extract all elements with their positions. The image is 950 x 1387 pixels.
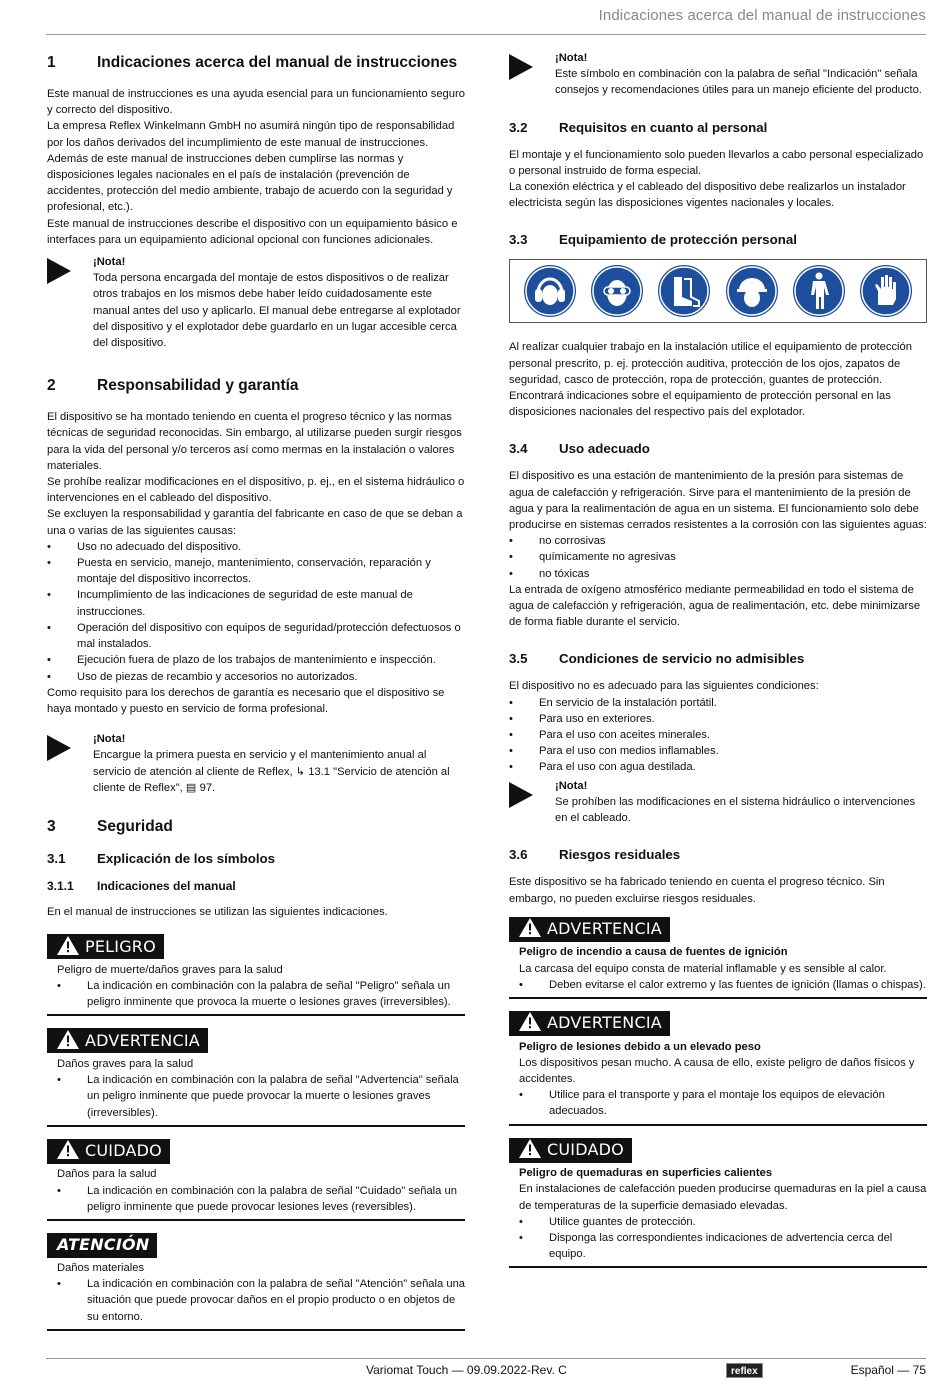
section-3-1-1-heading: 3.1.1 Indicaciones del manual: [47, 878, 236, 893]
right-column: [509, 50, 927, 1268]
list-item: • La indicación en combinación con la palabra de señal "Atención" señala una situación que puede provocar daños en el propio producto o en objetos de su entorno.: [57, 1276, 465, 1325]
section-2-heading: 2 Responsabilidad y garantía: [47, 377, 299, 395]
s34-intro: El dispositivo es una estación de mantenimiento de la presión para sistemas de agua de calefacción y refrigeración. Sirve para el mantenimiento de la presión de agua y para la realimentación de agua en un sistema. El funcionamiento solo debe producirse en sistemas cerrados resistentes a la corrosión con las siguientes aguas:: [509, 470, 927, 532]
section-3-3-heading: 3.3 Equipamiento de protección personal: [509, 232, 797, 248]
s32-paragraph: El montaje y el funcionamiento solo pueden llevarlos a cabo personal especializado o personal instruido de forma especial.: [509, 148, 924, 177]
warning-triangle-icon: [519, 918, 541, 940]
warning-block-cuidado: [47, 1139, 465, 1221]
s33-paragraph: Al realizar cualquier trabajo en la instalación utilice el equipamiento de protección personal prescrito, p. ej. protección auditiva, protección de los ojos, zapatos de seguridad, casco de protección, ropa de protección, guantes de protección.: [509, 341, 912, 386]
note-title: ¡Nota!: [555, 52, 588, 64]
warning-block-atencion: [47, 1233, 465, 1331]
s2-paragraph: Se excluyen la responsabilidad y garantía del fabricante en caso de que se deban a una o varias de las siguientes causas:: [47, 508, 463, 537]
list-item: • químicamente no agresivas: [509, 549, 927, 565]
warning-triangle-icon: [57, 1140, 79, 1162]
signal-badge: ADVERTENCIA: [47, 1028, 208, 1053]
warning-triangle-icon: [57, 1030, 79, 1052]
list-item: • Uso no adecuado del dispositivo.: [47, 539, 465, 555]
ear-protection-icon: [522, 263, 578, 319]
list-item: • Utilice guantes de protección.: [519, 1214, 927, 1230]
warning-subtitle: Daños graves para la salud: [57, 1057, 194, 1070]
list-item: • no corrosivas: [509, 533, 927, 549]
list-item: • Uso de piezas de recambio y accesorios no autorizados.: [47, 669, 465, 685]
note-block: [47, 254, 465, 351]
list-item: • La indicación en combinación con la palabra de señal "Advertencia" señala un peligro inminente que puede provocar la muerte o lesiones graves (irreversibles).: [57, 1072, 465, 1121]
s2-cause-list: [47, 539, 465, 685]
safety-helmet-icon: [724, 263, 780, 319]
note-arrow-icon: [47, 254, 93, 351]
s3-intro: En el manual de instrucciones se utilizan las siguientes indicaciones.: [47, 905, 388, 918]
s1-paragraph: Este manual de instrucciones describe el dispositivo con un equipamiento básico e interfaces para un equipamiento adicional opcional con funciones adicionales.: [47, 217, 458, 246]
list-item: • Para uso en exteriores.: [509, 711, 927, 727]
signal-badge: ATENCIÓN: [47, 1233, 157, 1258]
note-text: Este símbolo en combinación con la palabra de señal "Indicación" señala consejos y recomendaciones útiles para un manejo eficiente del producto.: [555, 68, 922, 97]
link-arrow-icon: ↳: [295, 765, 306, 778]
signal-badge: PELIGRO: [47, 934, 164, 959]
note-block: [47, 731, 465, 796]
signal-badge: ADVERTENCIA: [509, 1011, 670, 1036]
list-item: • Utilice para el transporte y para el montaje los equipos de elevación adecuados.: [519, 1087, 927, 1119]
list-item: • Incumplimiento de las indicaciones de seguridad de este manual de instrucciones.: [47, 587, 465, 619]
s1-paragraph: La empresa Reflex Winkelmann GmbH no asumirá ningún tipo de responsabilidad por los daños derivados del incumplimiento de este manual de instrucciones. Además de este manual de instrucciones deben cumplirse las normas y disposiciones legales nacionales en el país de instalación (prevención de accidentes, protección del medio ambiente, trabajo de acuerdo con la seguridad y profesional, etc.).: [47, 120, 455, 214]
list-item: • Operación del dispositivo con equipos de seguridad/protección defectuosos o mal instalados.: [47, 620, 465, 652]
section-3-heading: 3 Seguridad: [47, 817, 173, 835]
signal-badge: CUIDADO: [47, 1139, 170, 1164]
header-divider: [46, 34, 926, 35]
list-item: • Para el uso con agua destilada.: [509, 759, 927, 775]
list-item: • no tóxicas: [509, 566, 927, 582]
warning-subtitle: Peligro de lesiones debido a un elevado peso: [519, 1040, 761, 1053]
warning-subtitle: Daños para la salud: [57, 1168, 157, 1181]
warning-block-cuidado: [509, 1138, 927, 1269]
warning-subtitle: Peligro de quemaduras en superficies calientes: [519, 1167, 773, 1180]
signal-badge: CUIDADO: [509, 1138, 632, 1163]
s35-condition-list: [509, 695, 927, 776]
warning-block-advertencia: [509, 917, 927, 999]
s2-closing: Como requisito para los derechos de garantía es necesario que el dispositivo se haya montado y puesto en servicio de forma profesional.: [47, 686, 445, 715]
s1-paragraph: Este manual de instrucciones es una ayuda esencial para un funcionamiento seguro y correcto del dispositivo.: [47, 88, 465, 117]
eye-protection-icon: [589, 263, 645, 319]
list-item: • En servicio de la instalación portátil.: [509, 695, 927, 711]
warning-triangle-icon: [519, 1139, 541, 1161]
footer-page-number: Español — 75: [850, 1363, 926, 1377]
section-3-2-heading: 3.2 Requisitos en cuanto al personal: [509, 119, 768, 135]
section-1-heading: 1 Indicaciones acerca del manual de instrucciones: [47, 54, 458, 71]
s36-intro: Este dispositivo se ha fabricado teniendo en cuenta el progreso técnico. Sin embargo, no pueden excluirse riesgos residuales.: [509, 876, 885, 905]
note-title: ¡Nota!: [93, 256, 126, 269]
left-column: [47, 50, 465, 1331]
note-title: ¡Nota!: [93, 733, 126, 746]
warning-text: La carcasa del equipo consta de material inflamable y es sensible al calor.: [519, 962, 887, 975]
note-block: [509, 50, 927, 99]
safety-boots-icon: [656, 263, 712, 319]
s35-intro: El dispositivo no es adecuado para las siguientes condiciones:: [509, 680, 819, 693]
note-text: Toda persona encargada del montaje de estos dispositivos o de realizar otros trabajos en los mismos debe haber leído cuidadosamente este manual antes del uso y aplicarlo. El manual debe entregarse al explotador del dispositivo y el explotador debe guardarlo en un lugar accesible cerca del dispositivo.: [93, 272, 461, 350]
signal-badge: ADVERTENCIA: [509, 917, 670, 942]
section-3-1-heading: 3.1 Explicación de los símbolos: [47, 850, 276, 866]
list-item: • Deben evitarse el calor extremo y las fuentes de ignición (llamas o chispas).: [519, 977, 927, 993]
warning-block-advertencia: [509, 1011, 927, 1126]
list-item: • Ejecución fuera de plazo de los trabajos de mantenimiento e inspección.: [47, 652, 465, 668]
footer-divider: [46, 1358, 926, 1359]
safety-gloves-icon: [858, 263, 914, 319]
section-3-6-heading: 3.6 Riesgos residuales: [509, 847, 681, 863]
cross-reference-link[interactable]: ↳ 13.1 "Servicio de atención al cliente de Reflex",: [93, 765, 450, 794]
ppe-pictogram-strip: [509, 259, 927, 323]
s2-paragraph: El dispositivo se ha montado teniendo en cuenta el progreso técnico y las normas técnicas de seguridad reconocidas. Sin embargo, al utilizarse pueden surgir riesgos para la vida del personal y/o terceros así como mermas en la instalación o valores materiales.: [47, 411, 462, 472]
note-arrow-icon: [509, 778, 555, 827]
running-header: Indicaciones acerca del manual de instrucciones: [598, 7, 926, 24]
note-block: [509, 778, 927, 827]
list-item: • Puesta en servicio, manejo, mantenimiento, conservación, reparación y montaje del dispositivo incorrectos.: [47, 555, 465, 587]
s32-paragraph: La conexión eléctrica y el cableado del dispositivo debe realizarlos un instalador electricista según las disposiciones vigentes nacionales y locales.: [509, 181, 906, 210]
section-3-4-heading: 3.4 Uso adecuado: [509, 441, 650, 457]
note-text: Encargue la primera puesta en servicio y el mantenimiento anual al servicio de atención al cliente de Reflex, ↳ 13.1 "Servicio de atención al cliente de Reflex", ▤ 97.: [93, 749, 450, 794]
brand-logo: reflex: [726, 1363, 763, 1378]
warning-subtitle: Peligro de incendio a causa de fuentes de ignición: [519, 946, 788, 959]
warning-text: Los dispositivos pesan mucho. A causa de ello, existe peligro de daños físicos y accidentes.: [519, 1056, 915, 1085]
warning-subtitle: Daños materiales: [57, 1261, 145, 1274]
s34-closing: La entrada de oxígeno atmosférico mediante permeabilidad en todo el sistema de agua de calefacción y refrigeración, agua de realimentación, etc. debe minimizarse de forma fiable durante el servicio.: [509, 583, 921, 629]
note-arrow-icon: [47, 731, 93, 796]
list-item: • La indicación en combinación con la palabra de señal "Cuidado" señala un peligro inminente que puede provocar lesiones leves (reversibles).: [57, 1183, 465, 1215]
note-arrow-icon: [509, 50, 555, 99]
warning-text: En instalaciones de calefacción pueden producirse quemaduras en la piel a causa de temperaturas de la superficie demasiado elevadas.: [519, 1183, 927, 1212]
protective-clothing-icon: [791, 263, 847, 319]
section-3-5-heading: 3.5 Condiciones de servicio no admisibles: [509, 651, 805, 667]
note-title: ¡Nota!: [555, 779, 588, 792]
warning-triangle-icon: [519, 1012, 541, 1034]
warning-triangle-icon: [57, 936, 79, 958]
list-item: • Para el uso con medios inflamables.: [509, 743, 927, 759]
s2-paragraph: Se prohíbe realizar modificaciones en el dispositivo, p. ej., en el sistema hidráulico o intervenciones en el cableado del dispositivo.: [47, 476, 465, 505]
list-item: • Disponga las correspondientes indicaciones de advertencia cerca del equipo.: [519, 1230, 927, 1262]
note-text: Se prohíben las modificaciones en el sistema hidráulico o intervenciones en el cableado.: [555, 795, 916, 825]
s34-water-list: [509, 533, 927, 582]
footer-document-info: Variomat Touch — 09.09.2022-Rev. C: [366, 1363, 567, 1377]
warning-subtitle: Peligro de muerte/daños graves para la salud: [57, 963, 283, 976]
warning-block-peligro: [47, 934, 465, 1016]
s33-paragraph: Encontrará indicaciones sobre el equipamiento de protección personal en las disposiciones nacionales del respectivo país del explotador.: [509, 390, 891, 419]
page-icon: ▤: [185, 781, 197, 794]
list-item: • La indicación en combinación con la palabra de señal "Peligro" señala un peligro inminente que provoca la muerte o lesiones graves (irreversibles).: [57, 978, 465, 1010]
list-item: • Para el uso con aceites minerales.: [509, 727, 927, 743]
warning-block-advertencia: [47, 1028, 465, 1126]
